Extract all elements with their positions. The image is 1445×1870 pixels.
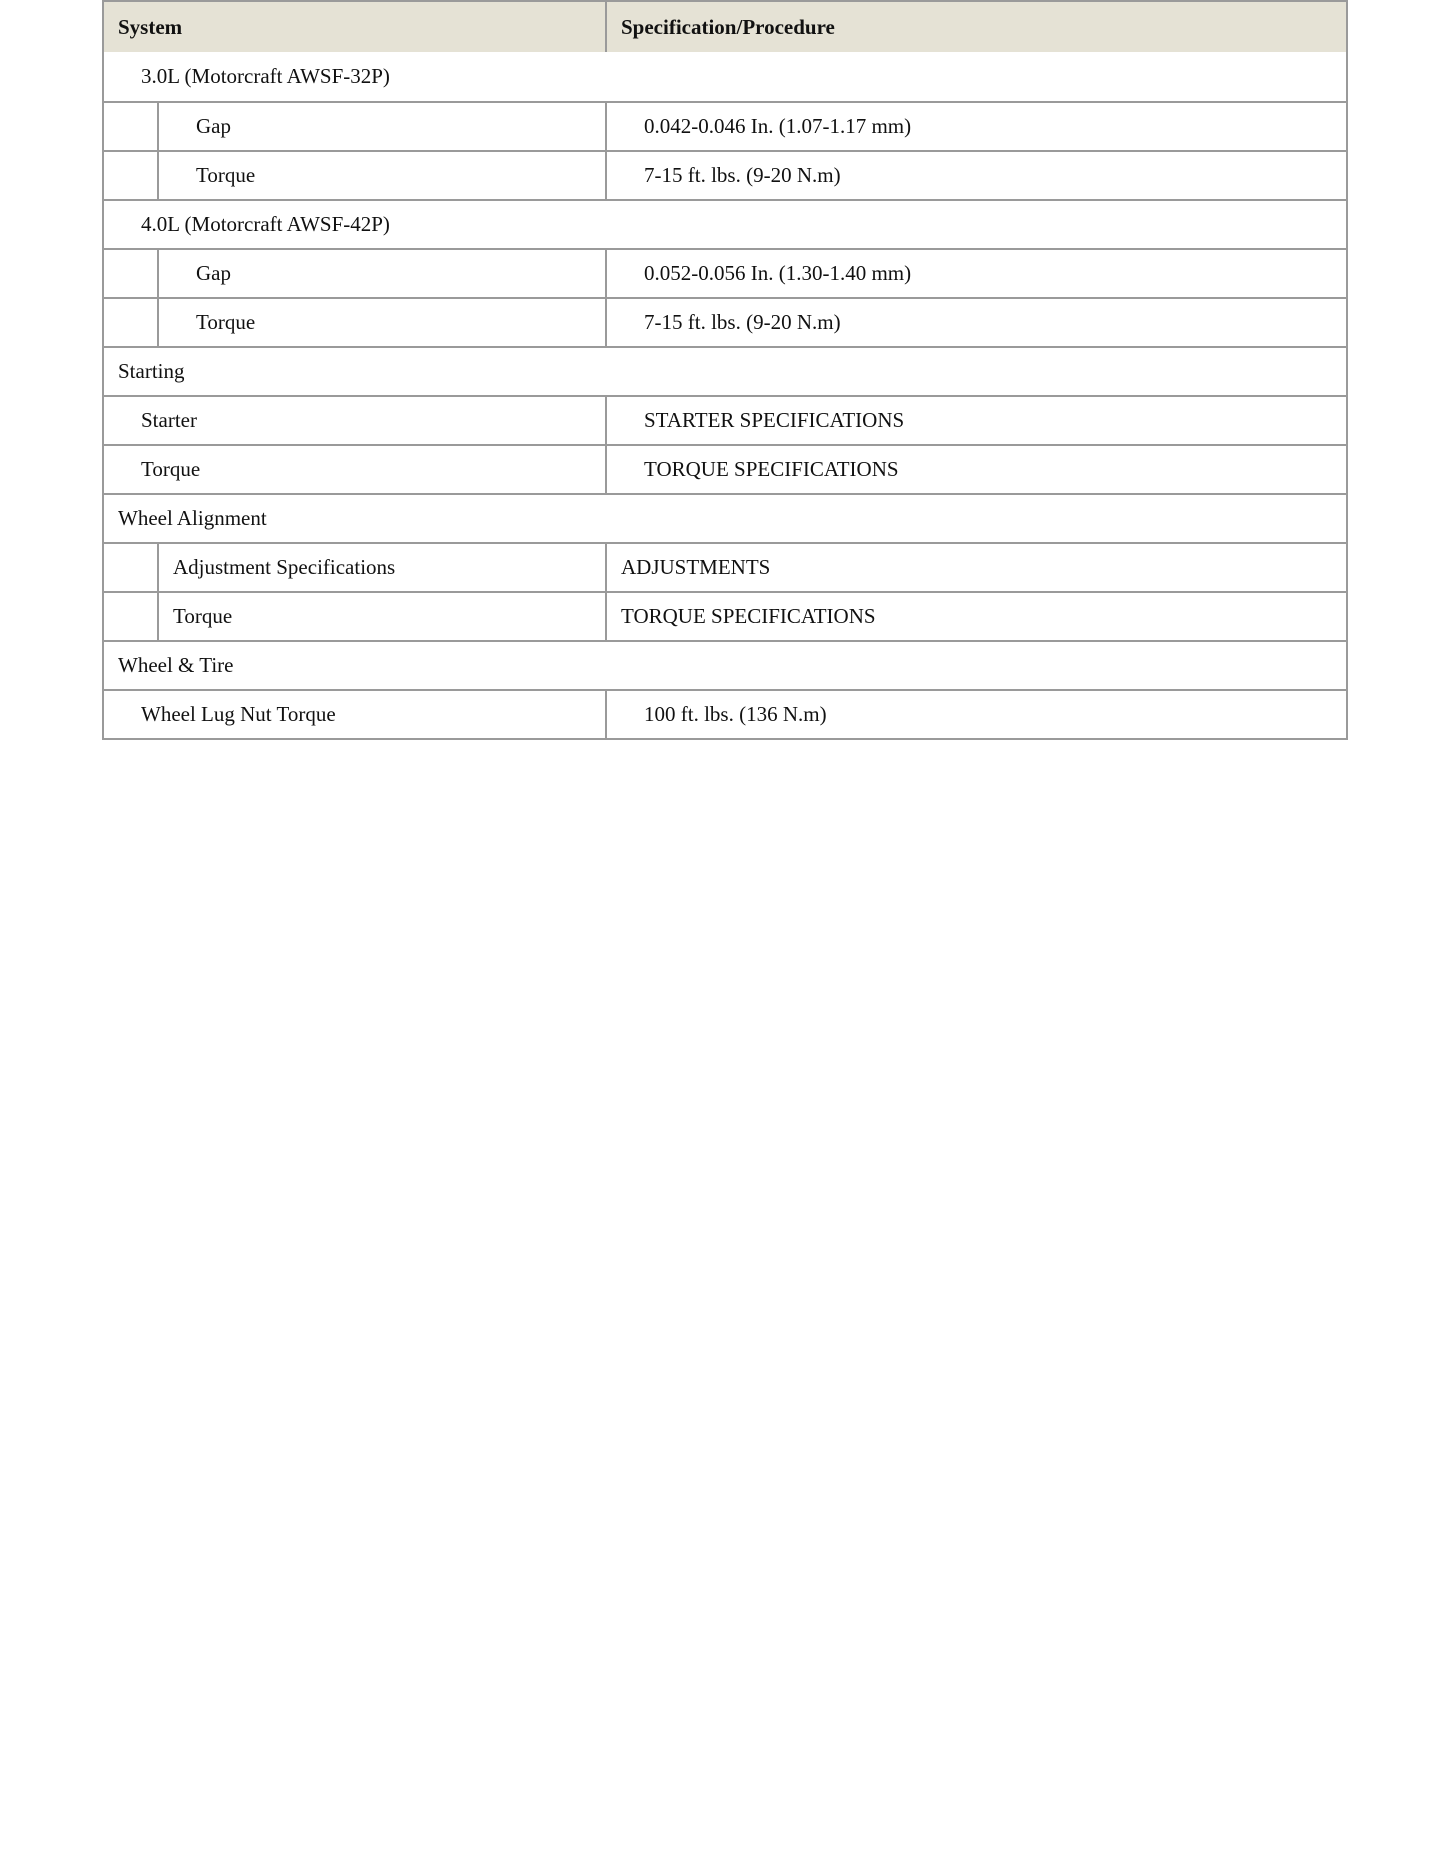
spec-value: 0.042-0.046 In. (1.07-1.17 mm)	[644, 114, 912, 138]
table-row	[104, 346, 1346, 395]
specifications-table	[102, 0, 1348, 740]
indent-cell	[104, 299, 159, 346]
table-row	[104, 199, 1346, 248]
spec-value: 7-15 ft. lbs. (9-20 N.m)	[644, 163, 841, 187]
system-label: Wheel Lug Nut Torque	[104, 691, 607, 738]
group-label: Starting	[118, 359, 185, 383]
system-label: Gap	[159, 103, 607, 150]
spec-value: 7-15 ft. lbs. (9-20 N.m)	[644, 310, 841, 334]
indent-cell	[104, 250, 159, 297]
table-row	[104, 689, 1346, 738]
group-label: 4.0L (Motorcraft AWSF-42P)	[141, 212, 390, 236]
system-label: Torque	[104, 446, 607, 493]
system-label: Gap	[159, 250, 607, 297]
system-label: Torque	[159, 152, 607, 199]
group-label: Wheel Alignment	[118, 506, 267, 530]
table-row	[104, 395, 1346, 444]
table-row	[104, 493, 1346, 542]
indent-cell	[104, 152, 159, 199]
table-row	[104, 150, 1346, 199]
spec-value: TORQUE SPECIFICATIONS	[621, 604, 876, 628]
system-label: Adjustment Specifications	[159, 544, 607, 591]
indent-cell	[104, 544, 159, 591]
indent-cell	[104, 593, 159, 640]
spec-value: 100 ft. lbs. (136 N.m)	[644, 702, 827, 726]
spec-value: ADJUSTMENTS	[621, 555, 771, 579]
table-row	[104, 542, 1346, 591]
spec-value: 0.052-0.056 In. (1.30-1.40 mm)	[644, 261, 912, 285]
table-row	[104, 297, 1346, 346]
system-label: Torque	[159, 593, 607, 640]
table-row	[104, 444, 1346, 493]
table-body	[104, 52, 1346, 738]
indent-cell	[104, 103, 159, 150]
spec-value: STARTER SPECIFICATIONS	[644, 408, 905, 432]
table-row	[104, 101, 1346, 150]
table-row	[104, 248, 1346, 297]
header-specification: Specification/Procedure	[621, 14, 835, 39]
system-label: Starter	[104, 397, 607, 444]
spec-value: TORQUE SPECIFICATIONS	[644, 457, 899, 481]
table-header-row	[104, 2, 1346, 52]
group-label: Wheel & Tire	[118, 653, 234, 677]
header-system: System	[104, 2, 607, 52]
system-label: Torque	[159, 299, 607, 346]
table-row	[104, 591, 1346, 640]
table-row	[104, 52, 1346, 101]
group-label: 3.0L (Motorcraft AWSF-32P)	[141, 64, 390, 88]
table-row	[104, 640, 1346, 689]
